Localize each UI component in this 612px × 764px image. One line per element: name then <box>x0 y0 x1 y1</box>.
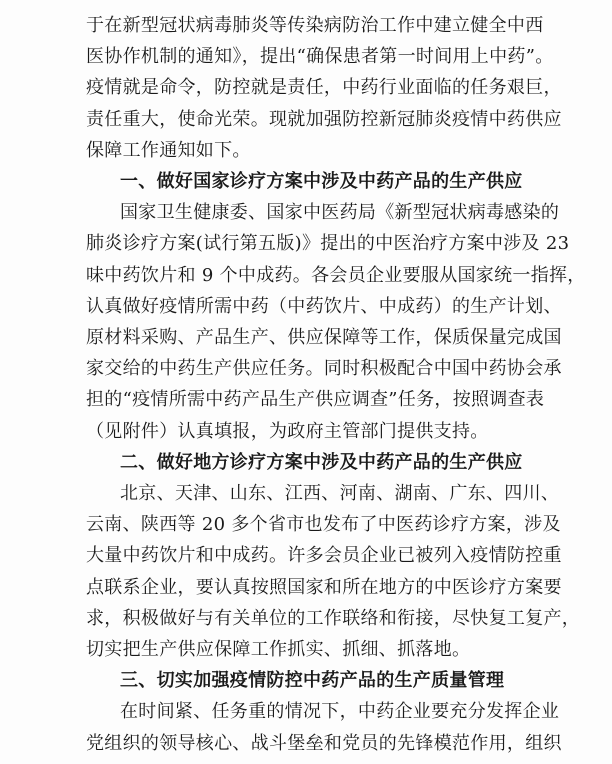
body-text-line: 疫情就是命令，防控就是责任，中药行业面临的任务艰巨， <box>86 77 562 98</box>
body-text-line: （见附件）认真填报，为政府主管部门提供支持。 <box>86 421 489 442</box>
body-text-line: 家交给的中药生产供应任务。同时积极配合中国中药协会承 <box>86 358 562 379</box>
body-text-line: 国家卫生健康委、国家中医药局《新型冠状病毒感染的 <box>120 202 560 223</box>
body-text-line: 大量中药饮片和中成药。许多会员企业已被列入疫情防控重 <box>86 545 562 566</box>
body-text-line: 党组织的领导核心、战斗堡垒和党员的先锋模范作用，组织 <box>86 733 562 754</box>
section-heading-3: 三、切实加强疫情防控中药产品的生产质量管理 <box>120 670 505 691</box>
body-text-line: 在时间紧、任务重的情况下，中药企业要充分发挥企业 <box>120 701 560 722</box>
body-text-line: 北京、天津、山东、江西、河南、湖南、广东、四川、 <box>120 483 560 504</box>
body-text-line: 医协作机制的通知》，提出“确保患者第一时间用上中药”。 <box>86 46 554 67</box>
section-heading-2: 二、做好地方诊疗方案中涉及中药产品的生产供应 <box>120 452 523 473</box>
body-text-line: 味中药饮片和 9 个中成药。各会员企业要服从国家统一指挥， <box>86 265 586 286</box>
body-text-line: 云南、陕西等 20 多个省市也发布了中医药诊疗方案，涉及 <box>86 514 561 535</box>
body-text-line: 求，积极做好与有关单位的工作联络和衔接，尽快复工复产， <box>86 608 581 629</box>
body-text-line: 担的“疫情所需中药产品生产供应调查”任务，按照调查表 <box>86 389 545 410</box>
body-text-line: 原材料采购、产品生产、供应保障等工作，保质保量完成国 <box>86 327 562 348</box>
body-text-line: 认真做好疫情所需中药（中药饮片、中成药）的生产计划、 <box>86 296 562 317</box>
body-text-line: 点联系企业，要认真按照国家和所在地方的中医诊疗方案要 <box>86 577 562 598</box>
body-text-line: 于在新型冠状病毒肺炎等传染病防治工作中建立健全中西 <box>86 15 544 36</box>
body-text-line: 肺炎诊疗方案(试行第五版)》提出的中医治疗方案中涉及 23 <box>86 233 570 254</box>
body-text-line: 保障工作通知如下。 <box>86 140 251 161</box>
body-text-line: 切实把生产供应保障工作抓实、抓细、抓落地。 <box>86 639 471 660</box>
section-heading-1: 一、做好国家诊疗方案中涉及中药产品的生产供应 <box>120 171 523 192</box>
body-text-line: 责任重大，使命光荣。现就加强防控新冠肺炎疫情中药供应 <box>86 109 562 130</box>
